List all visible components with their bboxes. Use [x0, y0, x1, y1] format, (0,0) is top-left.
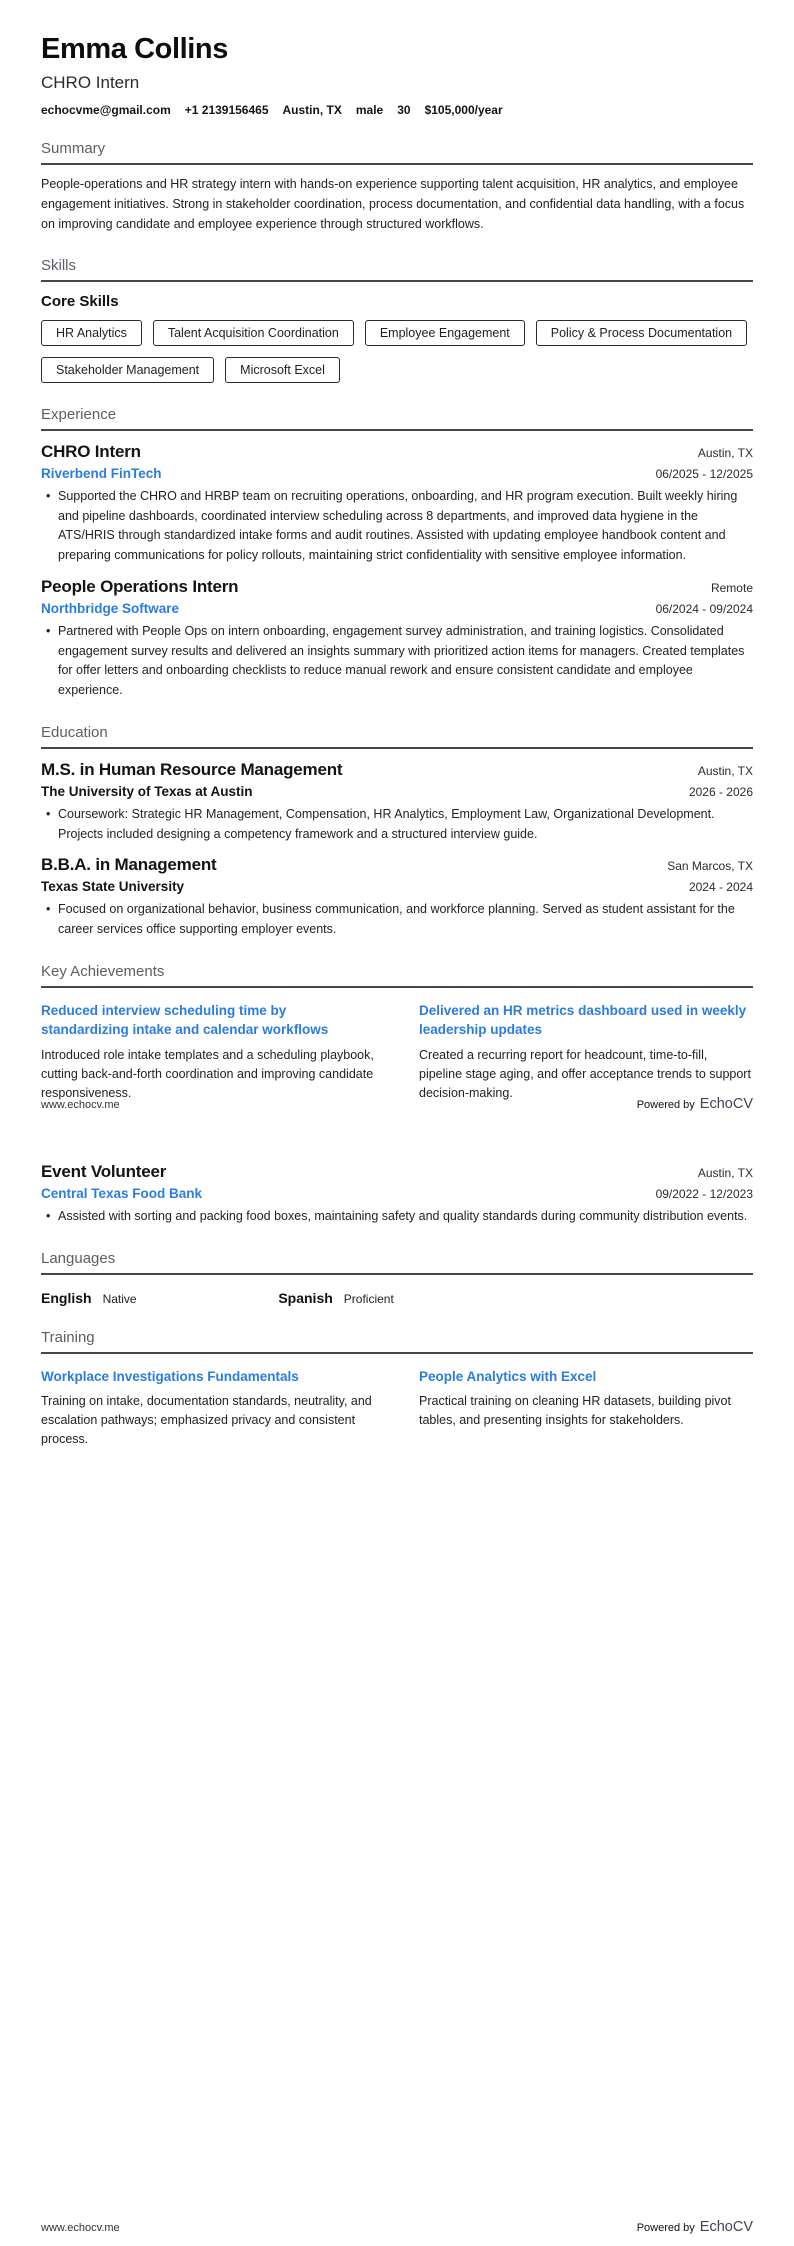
languages-grid	[41, 1290, 753, 1306]
experience-title: People Operations Intern	[41, 576, 239, 596]
experience-section-heading	[41, 406, 753, 431]
page-footer	[41, 2219, 753, 2235]
experience-company-link[interactable]: Riverbend FinTech	[41, 465, 162, 481]
language-item	[278, 1290, 515, 1306]
contact-gender: male	[355, 102, 384, 117]
candidate-job-title: CHRO Intern	[41, 72, 140, 92]
training-title-link[interactable]: People Analytics with Excel	[419, 1368, 597, 1384]
language-level: Proficient	[343, 1291, 394, 1306]
education-location: San Marcos, TX	[667, 859, 753, 874]
experience-item	[41, 577, 753, 701]
volunteering-org-link[interactable]: Central Texas Food Bank	[41, 1186, 203, 1201]
training-card	[41, 1367, 375, 1450]
education-dates: 2026 - 2026	[688, 784, 753, 799]
training-title-link[interactable]: Workplace Investigations Fundamentals	[41, 1368, 299, 1384]
echocv-brand-link[interactable]: EchoCV	[699, 1096, 753, 1112]
training-text: Training on intake, documentation standards, neutrality, and escalation pathways; emphasized privacy and consistent process.	[41, 1394, 372, 1447]
training-section-heading	[41, 1329, 753, 1354]
skill-chip: Talent Acquisition Coordination	[153, 320, 354, 346]
experience-heading-label: Experience	[41, 405, 117, 423]
contact-email: echocvme@gmail.com	[41, 102, 171, 117]
volunteering-item	[41, 1123, 753, 1227]
powered-by	[637, 2219, 753, 2235]
powered-by-prefix: Powered by	[636, 1099, 695, 1111]
training-grid	[41, 1367, 753, 1450]
page-footer	[41, 1096, 753, 1112]
language-item-empty	[516, 1290, 753, 1306]
education-section-heading	[41, 724, 753, 749]
experience-bullet: • Partnered with People Ops on intern onboarding, engagement survey administration, and training logistics. Consolidated engagement survey results and delivered an insights summary with prioritized action items for managers. Created templates for offer letters and onboarding checklists to reduce manual rework and ensure consistent candidate and employee experience.	[41, 622, 753, 701]
experience-bullet: • Supported the CHRO and HRBP team on recruiting operations, onboarding, and HR program execution. Built weekly hiring and pipeline dashboards, coordinated interview scheduling across 8 departments, and improved data hygiene in the ATS/HRIS through standardized intake forms and audit routines. Assisted with updating employee handbook content and preparing communications for policy rollouts, maintaining strict confidentiality with sensitive employee information.	[41, 487, 753, 566]
education-item	[41, 760, 753, 845]
experience-title: CHRO Intern	[41, 441, 141, 461]
summary-section-heading	[41, 140, 753, 165]
training-card	[419, 1367, 753, 1450]
powered-by-prefix: Powered by	[636, 2222, 695, 2234]
language-name: Spanish	[278, 1289, 333, 1306]
experience-location: Remote	[710, 580, 753, 595]
footer-site-link[interactable]: www.echocv.me	[41, 2222, 120, 2234]
candidate-name: Emma Collins	[41, 33, 228, 65]
skill-chip: Stakeholder Management	[41, 357, 214, 383]
contact-age: 30	[397, 102, 411, 117]
skills-chip-list	[41, 320, 753, 383]
education-location: Austin, TX	[697, 763, 753, 778]
footer-site-link[interactable]: www.echocv.me	[41, 1099, 120, 1111]
experience-dates: 06/2024 - 09/2024	[655, 601, 753, 616]
skills-heading-label: Skills	[41, 256, 77, 274]
summary-heading-label: Summary	[41, 139, 106, 157]
skill-chip: HR Analytics	[41, 320, 142, 346]
education-bullets	[41, 900, 753, 940]
skills-section-heading	[41, 257, 753, 282]
education-school: Texas State University	[41, 879, 185, 895]
volunteering-location: Austin, TX	[697, 1166, 753, 1180]
education-bullet: • Coursework: Strategic HR Management, Compensation, HR Analytics, Employment Law, Organizational Development. Projects included designing a competency framework and a structured interview guide.	[41, 805, 753, 845]
education-item	[41, 855, 753, 940]
achievement-title-link[interactable]: Reduced interview scheduling time by standardizing intake and calendar workflows	[41, 1002, 329, 1038]
languages-section-heading	[41, 1250, 753, 1275]
contact-location: Austin, TX	[282, 102, 342, 117]
core-skills-label: Core Skills	[41, 292, 119, 310]
achievement-title-link[interactable]: Delivered an HR metrics dashboard used in weekly leadership updates	[419, 1002, 747, 1038]
skill-chip: Microsoft Excel	[225, 357, 340, 383]
education-degree: M.S. in Human Resource Management	[41, 759, 343, 779]
experience-dates: 06/2025 - 12/2025	[655, 466, 753, 481]
training-text: Practical training on cleaning HR datasets, building pivot tables, and presenting insights for stakeholders.	[419, 1394, 731, 1428]
experience-bullets	[41, 487, 753, 566]
experience-bullets	[41, 622, 753, 701]
experience-location: Austin, TX	[697, 445, 753, 460]
languages-heading-label: Languages	[41, 1249, 116, 1267]
experience-item	[41, 442, 753, 566]
volunteering-bullets	[41, 1207, 753, 1227]
education-dates: 2024 - 2024	[688, 880, 753, 895]
resume-page-2	[0, 1123, 794, 2246]
contact-salary: $105,000/year	[424, 102, 503, 117]
training-heading-label: Training	[41, 1328, 95, 1346]
achievements-grid	[41, 1001, 753, 1103]
language-level: Native	[102, 1291, 137, 1306]
education-heading-label: Education	[41, 723, 108, 741]
contact-row	[41, 103, 753, 117]
volunteering-dates: 09/2022 - 12/2023	[655, 1187, 753, 1201]
skill-chip: Policy & Process Documentation	[536, 320, 747, 346]
language-item	[41, 1290, 278, 1306]
achievements-section-heading	[41, 963, 753, 988]
skill-chip: Employee Engagement	[365, 320, 525, 346]
achievement-card	[41, 1001, 375, 1103]
achievement-text: Created a recurring report for headcount, time-to-fill, pipeline stage aging, and offer acceptance trends to support decision-making.	[419, 1048, 751, 1101]
education-degree: B.B.A. in Management	[41, 855, 217, 875]
experience-company-link[interactable]: Northbridge Software	[41, 600, 180, 616]
language-name: English	[41, 1289, 92, 1306]
echocv-brand-link[interactable]: EchoCV	[699, 2219, 753, 2235]
achievements-heading-label: Key Achievements	[41, 962, 165, 980]
achievement-text: Introduced role intake templates and a scheduling playbook, cutting back-and-forth coordination and improving candidate responsiveness.	[41, 1048, 374, 1101]
education-bullets	[41, 805, 753, 845]
powered-by	[637, 1096, 753, 1112]
achievement-card	[419, 1001, 753, 1103]
contact-phone: +1 2139156465	[184, 102, 269, 117]
education-bullet: • Focused on organizational behavior, business communication, and workforce planning. Served as student assistant for the career services office supporting employer events.	[41, 900, 753, 940]
volunteering-title: Event Volunteer	[41, 1162, 167, 1181]
education-school: The University of Texas at Austin	[41, 783, 253, 799]
summary-text: People-operations and HR strategy intern with hands-on experience supporting talent acquisition, HR analytics, and employee engagement initiatives. Strong in stakeholder coordination, process documentation, and confidential data handling, with a focus on improving candidate and employee experience through structured workflows.	[41, 176, 745, 231]
volunteering-bullet: • Assisted with sorting and packing food boxes, maintaining safety and quality standards during community distribution events.	[41, 1207, 753, 1227]
